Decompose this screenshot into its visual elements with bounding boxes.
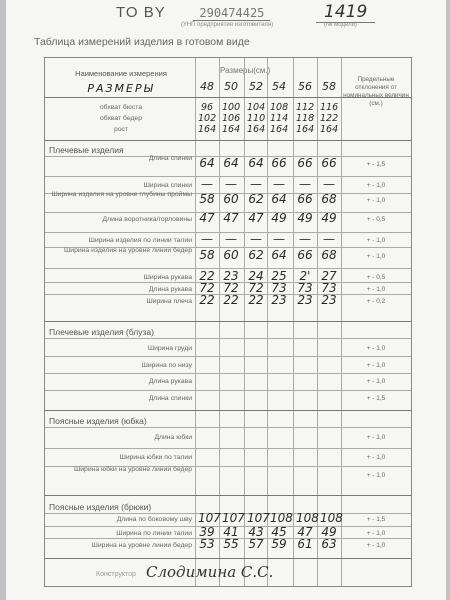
size-value: 58 <box>199 192 215 206</box>
row-divider <box>45 558 411 559</box>
size-value: 107 <box>198 511 221 525</box>
measure-label: Ширина на уровне линии бедер <box>91 542 192 549</box>
tolerance-value: + - 1,5 <box>366 516 386 523</box>
size-value: 66 <box>297 192 313 206</box>
size-value: 22 <box>199 269 215 283</box>
base-row-label: обхват бедер <box>100 115 142 122</box>
size-value: 108 <box>296 511 319 525</box>
size-value: 107 <box>222 511 245 525</box>
tolerance-header: Предельные отклонения от номинальных величин (см.) <box>343 76 409 107</box>
size-value: 27 <box>321 269 337 283</box>
measure-label: Ширина рукава <box>143 274 192 281</box>
size-value: 59 <box>271 537 287 551</box>
measure-label: Ширина юбки по талии <box>119 454 192 461</box>
size-value: 60 <box>223 192 239 206</box>
tolerance-value: + - 1,0 <box>366 454 386 461</box>
size-value: 72 <box>199 281 215 295</box>
tolerance-value: + - 1,0 <box>366 345 386 352</box>
base-row-value: 112 <box>296 102 315 113</box>
tolerance-value: + - 1,0 <box>366 237 386 244</box>
size-value: 62 <box>248 192 264 206</box>
base-row-value: 110 <box>247 113 266 124</box>
name-header: Наименование измерения <box>75 69 167 78</box>
row-divider <box>45 427 411 428</box>
measure-label: Длина по боковому шву <box>116 516 192 523</box>
base-row-value: 164 <box>222 124 241 135</box>
size-value: 66 <box>321 156 337 170</box>
tolerance-value: + - 0,2 <box>366 298 386 305</box>
tolerance-value: + - 1,0 <box>366 530 386 537</box>
section-title: Плечевые изделия <box>49 145 124 155</box>
measurement-table <box>44 57 412 587</box>
gost-number: 290474425 <box>193 6 270 21</box>
size-value: 47 <box>199 211 215 225</box>
size-value: — <box>250 177 262 191</box>
sizes-header: Размеры(см.) <box>220 66 271 75</box>
tolerance-value: + - 1,0 <box>366 182 386 189</box>
size-value: 49 <box>297 211 313 225</box>
tolerance-value: + - 1,5 <box>366 161 386 168</box>
document-header <box>116 2 368 22</box>
base-row-value: 106 <box>222 113 241 124</box>
tolerance-value: + - 1,0 <box>366 542 386 549</box>
measure-label: Ширина юбки на уровне линии бедер <box>74 466 192 473</box>
to-by-label: TO BY <box>116 4 166 21</box>
size-value: — <box>250 232 262 246</box>
size-value: 73 <box>271 281 287 295</box>
page-title: Таблица измерений изделия в готовом виде <box>34 36 250 48</box>
row-divider <box>45 321 411 322</box>
base-row-value: 164 <box>198 124 217 135</box>
tolerance-value: + - 0,5 <box>366 274 386 281</box>
size-value: 58 <box>199 248 215 262</box>
base-row-value: 108 <box>270 102 289 113</box>
column-divider <box>267 58 268 586</box>
size-value: 72 <box>223 281 239 295</box>
measure-label: Ширина изделия на уровне линии бедер <box>64 247 192 254</box>
base-row-value: 114 <box>270 113 289 124</box>
size-header: 48 <box>200 80 214 93</box>
row-divider <box>45 448 411 449</box>
size-value: 63 <box>321 537 337 551</box>
size-value: 64 <box>271 248 287 262</box>
size-value: 2' <box>299 269 311 283</box>
size-value: 62 <box>248 248 264 262</box>
size-value: 47 <box>248 211 264 225</box>
size-value: 49 <box>321 525 337 539</box>
measure-label: Ширина изделия на уровне глубины проймы <box>51 191 192 198</box>
tolerance-value: + - 1,0 <box>366 286 386 293</box>
tolerance-value: + - 1,0 <box>366 472 386 479</box>
base-row-value: 96 <box>200 102 214 113</box>
base-row-value: 116 <box>320 102 339 113</box>
row-divider <box>45 390 411 391</box>
constructor-label: Конструктор <box>96 571 136 578</box>
measure-label: Длина спинки <box>148 155 192 162</box>
size-value: 60 <box>223 248 239 262</box>
tolerance-value: + - 1,0 <box>366 378 386 385</box>
tolerance-value: + - 1,5 <box>366 395 386 402</box>
base-row-label: обхват бюста <box>99 104 143 111</box>
column-divider <box>317 58 318 586</box>
size-value: 107 <box>247 511 270 525</box>
size-value: 23 <box>271 293 287 307</box>
size-value: 108 <box>270 511 293 525</box>
sizes-label: РАЗМЕРЫ <box>87 82 155 95</box>
tolerance-value: + - 0,5 <box>366 216 386 223</box>
size-value: 66 <box>297 248 313 262</box>
size-value: 24 <box>248 269 264 283</box>
size-value: — <box>273 232 285 246</box>
base-row-value: 164 <box>247 124 266 135</box>
size-value: 23 <box>223 269 239 283</box>
measure-label: Длина юбки <box>154 434 192 441</box>
size-value: 73 <box>321 281 337 295</box>
size-value: 43 <box>248 525 264 539</box>
size-value: — <box>225 232 237 246</box>
size-value: 57 <box>248 537 264 551</box>
base-row-value: 102 <box>198 113 217 124</box>
measure-label: Длина рукава <box>148 286 192 293</box>
column-divider <box>219 58 220 586</box>
measure-label: Длина спинки <box>148 395 192 402</box>
base-row-value: 164 <box>296 124 315 135</box>
size-value: 25 <box>271 269 287 283</box>
base-row-label: рост <box>113 126 129 133</box>
base-row-value: 164 <box>270 124 289 135</box>
size-value: 66 <box>271 156 287 170</box>
size-value: 49 <box>271 211 287 225</box>
size-header: 52 <box>249 80 263 93</box>
tolerance-value: + - 1,0 <box>366 197 386 204</box>
size-header: 58 <box>322 80 336 93</box>
model-number: 1419 <box>316 2 375 23</box>
measure-label: Длина воротника/горловины <box>102 216 192 223</box>
row-divider <box>45 356 411 357</box>
size-value: 64 <box>271 192 287 206</box>
size-value: 64 <box>248 156 264 170</box>
base-row-value: 104 <box>247 102 266 113</box>
row-divider <box>45 338 411 339</box>
column-divider <box>341 58 342 586</box>
measure-label: Ширина спинки <box>143 182 192 189</box>
signature: Слодимина С.С. <box>146 563 274 581</box>
size-value: 68 <box>321 248 337 262</box>
size-value: 68 <box>321 192 337 206</box>
section-title: Поясные изделия (юбка) <box>49 416 147 426</box>
measure-label: Ширина плеча <box>146 298 192 305</box>
size-value: 23 <box>321 293 337 307</box>
size-header: 54 <box>272 80 286 93</box>
section-title: Плечевые изделия (блуза) <box>49 327 154 337</box>
size-value: — <box>273 177 285 191</box>
row-divider <box>45 410 411 411</box>
gost-caption: (УНП предприятия изготовителя) <box>181 22 274 28</box>
base-row-value: 118 <box>296 113 315 124</box>
row-divider <box>45 495 411 496</box>
row-divider <box>45 373 411 374</box>
measure-label: Ширина по низу <box>141 362 192 369</box>
size-value: 108 <box>320 511 343 525</box>
size-value: — <box>201 177 213 191</box>
size-value: 66 <box>297 156 313 170</box>
column-divider <box>195 58 196 586</box>
model-caption: (№ модели) <box>324 22 357 28</box>
size-value: 41 <box>223 525 239 539</box>
size-value: — <box>225 177 237 191</box>
size-value: — <box>323 177 335 191</box>
tolerance-value: + - 1,0 <box>366 434 386 441</box>
column-divider <box>244 58 245 586</box>
size-value: — <box>299 177 311 191</box>
measure-label: Ширина изделия по линии талии <box>88 237 192 244</box>
size-value: 47 <box>297 525 313 539</box>
size-value: 73 <box>297 281 313 295</box>
size-value: 22 <box>223 293 239 307</box>
size-value: 64 <box>199 156 215 170</box>
row-divider <box>45 97 411 98</box>
size-value: 49 <box>321 211 337 225</box>
size-value: 23 <box>297 293 313 307</box>
tolerance-value: + - 1,0 <box>366 362 386 369</box>
measurement-sheet <box>6 0 446 600</box>
size-value: 64 <box>223 156 239 170</box>
column-divider <box>293 58 294 586</box>
size-value: 39 <box>199 525 215 539</box>
size-value: — <box>299 232 311 246</box>
size-value: — <box>323 232 335 246</box>
measure-label: Ширина груди <box>147 345 192 352</box>
size-value: 72 <box>248 281 264 295</box>
size-value: 47 <box>223 211 239 225</box>
section-title: Поясные изделия (брюки) <box>49 502 152 512</box>
base-row-value: 100 <box>222 102 241 113</box>
size-header: 50 <box>224 80 238 93</box>
size-header: 56 <box>298 80 312 93</box>
size-value: 22 <box>199 293 215 307</box>
size-value: 53 <box>199 537 215 551</box>
base-row-value: 164 <box>320 124 339 135</box>
tolerance-value: + - 1,0 <box>366 253 386 260</box>
size-value: 45 <box>271 525 287 539</box>
base-row-value: 122 <box>320 113 339 124</box>
row-divider <box>45 140 411 141</box>
measure-label: Ширина по линии талии <box>116 530 192 537</box>
size-value: — <box>201 232 213 246</box>
size-value: 22 <box>248 293 264 307</box>
size-value: 55 <box>223 537 239 551</box>
measure-label: Длина рукава <box>148 378 192 385</box>
size-value: 61 <box>297 537 313 551</box>
